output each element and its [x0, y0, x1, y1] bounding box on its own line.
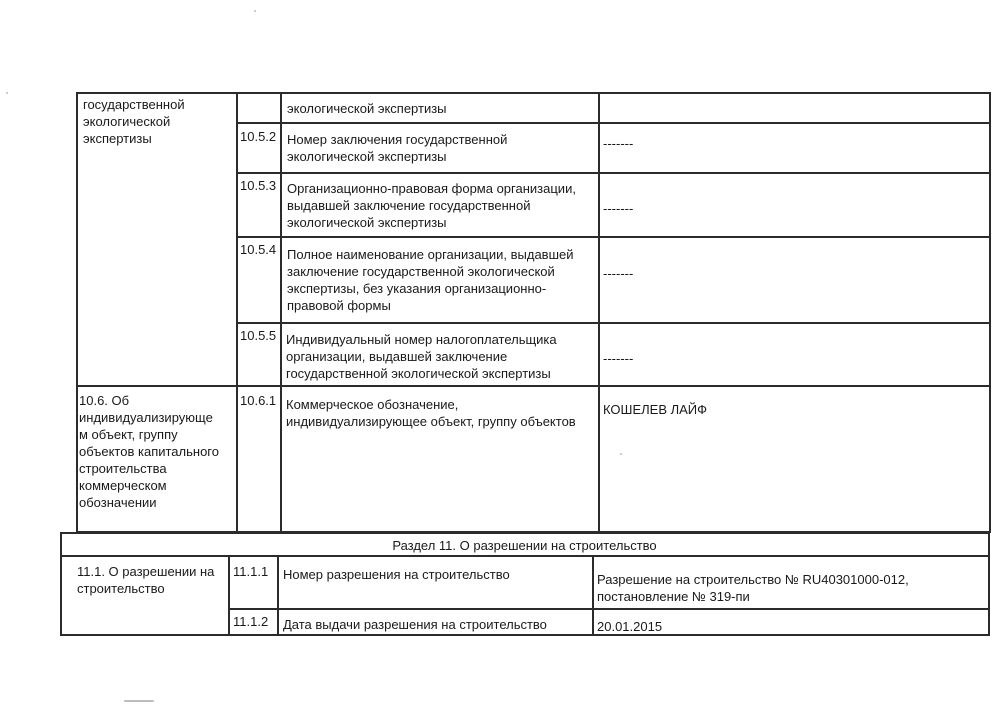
label-line: 11.1. О разрешении на — [77, 564, 215, 579]
row-description: организации, выдавшей заключение — [286, 349, 508, 364]
label-line: 10.6. Об — [79, 393, 130, 408]
row-description: правовой формы — [287, 298, 391, 313]
row-description: экологической экспертизы — [287, 215, 447, 230]
label-line: строительство — [77, 581, 165, 596]
row-description: экологической экспертизы — [287, 149, 447, 164]
label-line: строительства — [79, 461, 167, 476]
table-border-top — [76, 92, 990, 94]
row-divider — [236, 322, 990, 324]
row-divider — [76, 385, 990, 387]
row-description: экологической экспертизы — [287, 101, 447, 116]
row-description: заключение государственной экологической — [287, 264, 555, 279]
row-value: Разрешение на строительство № RU40301000-012, — [597, 572, 909, 587]
label-line: государственной — [83, 97, 185, 112]
row-divider — [236, 122, 990, 124]
row-value: КОШЕЛЕВ ЛАЙФ — [603, 402, 708, 417]
row-description: Организационно-правовая форма организации, — [287, 181, 576, 196]
scan-speck — [124, 700, 154, 702]
row-value: постановление № 319-пи — [597, 589, 750, 604]
row-number: 10.5.5 — [240, 328, 277, 343]
column-divider-1 — [228, 555, 230, 635]
column-divider-1 — [236, 92, 238, 532]
row-number: 11.1.1 — [233, 564, 269, 579]
row-divider — [236, 172, 990, 174]
label-line: индивидуализирующе — [79, 410, 213, 425]
label-line: объектов капитального — [79, 444, 219, 459]
label-line: м объект, группу — [79, 427, 178, 442]
table-border-left — [76, 92, 78, 532]
label-line: обозначении — [79, 495, 157, 510]
row-number: 11.1.2 — [233, 614, 269, 629]
row-description: Дата выдачи разрешения на строительство — [283, 617, 547, 632]
row-value: ------- — [603, 266, 634, 281]
scan-speck — [620, 453, 622, 455]
row-description: экспертизы, без указания организационно- — [287, 281, 547, 296]
label-line: экологической — [83, 114, 171, 129]
row-number: 10.5.2 — [240, 129, 277, 144]
row-number: 10.6.1 — [240, 393, 277, 408]
table-border-right — [989, 92, 991, 533]
row-divider — [236, 236, 990, 238]
column-divider-2 — [277, 555, 279, 635]
label-line: экспертизы — [83, 131, 152, 146]
row-description: Номер заключения государственной — [287, 132, 508, 147]
row-value: ------- — [603, 351, 634, 366]
column-divider-3 — [592, 555, 594, 635]
table-border-bottom — [60, 634, 989, 636]
row-divider — [228, 608, 989, 610]
table-border-top — [60, 532, 989, 534]
row-description: выдавшей заключение государственной — [287, 198, 531, 213]
label-line: коммерческом — [79, 478, 167, 493]
scan-speck — [6, 92, 8, 94]
row-divider — [60, 555, 989, 557]
row-description: Индивидуальный номер налогоплательщика — [286, 332, 557, 347]
row-description: Полное наименование организации, выдавшей — [287, 247, 574, 262]
section-heading: Раздел 11. О разрешении на строительство — [392, 538, 657, 553]
row-description: Номер разрешения на строительство — [283, 567, 510, 582]
row-number: 10.5.4 — [240, 242, 277, 257]
column-divider-3 — [598, 92, 600, 532]
row-value: ------- — [603, 136, 634, 151]
scan-speck — [254, 10, 256, 12]
row-description: Коммерческое обозначение, — [286, 397, 459, 412]
column-divider-2 — [280, 92, 282, 532]
row-description: государственной экологической экспертизы — [286, 366, 551, 381]
row-description: индивидуализирующее объект, группу объектов — [286, 414, 576, 429]
row-value: 20.01.2015 — [597, 619, 663, 634]
row-value: ------- — [603, 201, 634, 216]
row-number: 10.5.3 — [240, 178, 277, 193]
